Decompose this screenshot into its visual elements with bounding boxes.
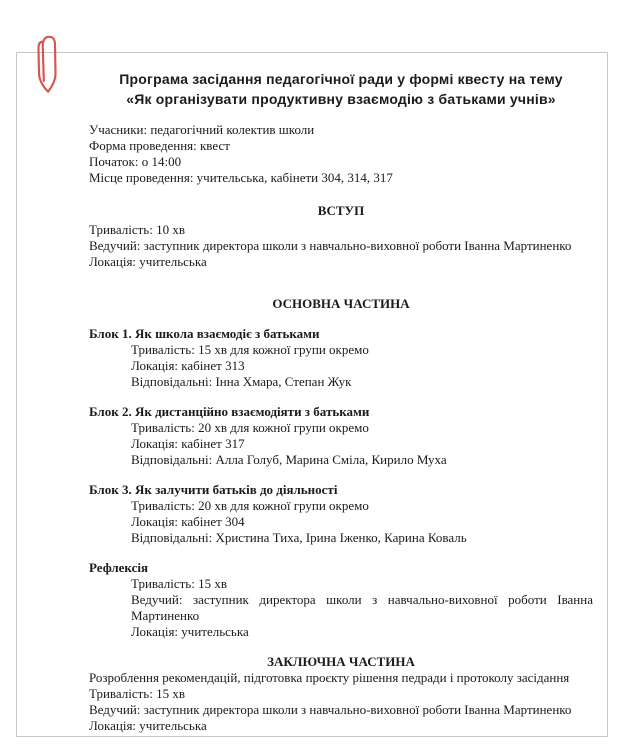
closing-description: Розроблення рекомендацій, підготовка проєкту рішення педради і протоколу засідання (89, 670, 570, 685)
meta-participants: Учасники: педагогічний колектив школи (89, 122, 315, 137)
block-1-location: Локація: кабінет 313 (131, 358, 245, 373)
document-title (89, 69, 593, 109)
block-2-title: Блок 2. Як дистанційно взаємодіяти з батьками (89, 404, 370, 419)
intro-location: Локація: учительська (89, 254, 207, 269)
document-content (17, 53, 607, 734)
reflection-host: Ведучий: заступник директора школи з навчально-виховної роботи Іванна Мартиненко (131, 592, 593, 623)
closing-host: Ведучий: заступник директора школи з навчально-виховної роботи Іванна Мартиненко (89, 702, 572, 717)
block-3-details (131, 498, 593, 546)
block-2 (89, 404, 593, 468)
block-2-details (131, 420, 593, 468)
closing-duration: Тривалість: 15 хв (89, 686, 185, 701)
closing-section-header: ЗАКЛЮЧНА ЧАСТИНА (267, 654, 415, 669)
reflection-details (131, 576, 593, 640)
document-title-line2: «Як організувати продуктивну взаємодію з батьками учнів» (126, 91, 556, 107)
block-2-duration: Тривалість: 20 хв для кожної групи окремо (131, 420, 369, 435)
block-3-duration: Тривалість: 20 хв для кожної групи окремо (131, 498, 369, 513)
block-1-duration: Тривалість: 15 хв для кожної групи окремо (131, 342, 369, 357)
intro-section (89, 222, 593, 270)
closing-section (89, 670, 593, 734)
block-3 (89, 482, 593, 546)
meta-section (89, 122, 593, 186)
block-1-details (131, 342, 593, 390)
intro-duration: Тривалість: 10 хв (89, 222, 185, 237)
block-2-responsible: Відповідальні: Алла Голуб, Марина Сміла, Кирило Муха (131, 452, 447, 467)
block-1-title: Блок 1. Як школа взаємодіє з батьками (89, 326, 320, 341)
block-2-location: Локація: кабінет 317 (131, 436, 245, 451)
reflection-duration: Тривалість: 15 хв (131, 576, 227, 591)
block-3-responsible: Відповідальні: Христина Тиха, Ірина Іженко, Карина Коваль (131, 530, 467, 545)
block-3-title: Блок 3. Як залучити батьків до діяльності (89, 482, 338, 497)
intro-host: Ведучий: заступник директора школи з навчально-виховної роботи Іванна Мартиненко (89, 238, 572, 253)
intro-section-header: ВСТУП (317, 203, 365, 218)
closing-location: Локація: учительська (89, 718, 207, 733)
block-1-responsible: Відповідальні: Інна Хмара, Степан Жук (131, 374, 352, 389)
block-1 (89, 326, 593, 390)
reflection-title: Рефлексія (89, 560, 149, 575)
meta-start-time: Початок: о 14:00 (89, 154, 182, 169)
paperclip-icon (31, 31, 63, 97)
reflection-block (89, 560, 593, 640)
main-section-header: ОСНОВНА ЧАСТИНА (272, 296, 410, 311)
meta-location: Місце проведення: учительська, кабінети 304, 314, 317 (89, 170, 393, 185)
document-title-line1: Програма засідання педагогічної ради у формі квесту на тему (119, 71, 563, 87)
document-sheet (16, 52, 608, 737)
meta-format: Форма проведення: квест (89, 138, 230, 153)
block-3-location: Локація: кабінет 304 (131, 514, 245, 529)
reflection-location: Локація: учительська (131, 624, 249, 639)
